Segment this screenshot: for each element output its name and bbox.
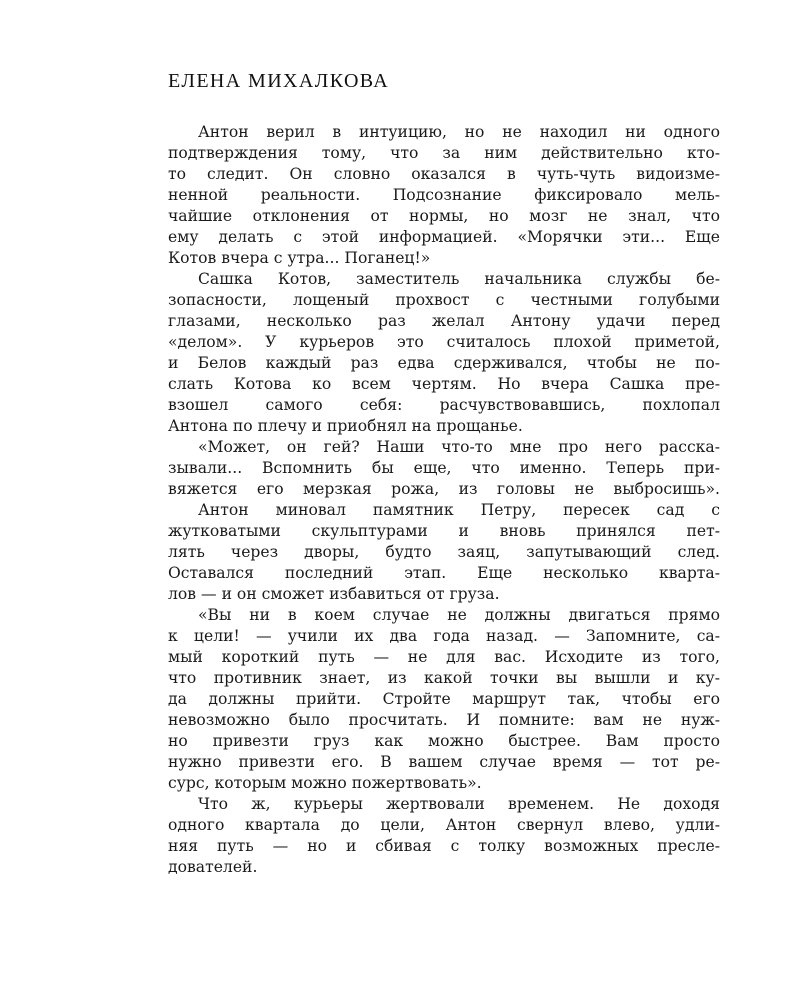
- text-line: нужно привезти его. В вашем случае время — тот ре-: [168, 753, 720, 771]
- text-line: Котов вчера с утра... Поганец!»: [168, 249, 431, 267]
- text-line: Антон верил в интуицию, но не находил ни одного: [198, 123, 720, 141]
- text-line: сурс, которым можно пожертвовать».: [168, 774, 482, 792]
- text-line: слать Котова ко всем чертям. Но вчера Сашка пре-: [168, 375, 720, 393]
- text-line: лов — и он сможет избавиться от груза.: [168, 585, 500, 603]
- text-line: что противник знает, из какой точки вы вышли и ку-: [168, 669, 720, 687]
- text-line: няя путь — но и сбивая с толку возможных пресле-: [168, 837, 720, 855]
- text-line: невозможно было просчитать. И помните: вам не нуж-: [168, 711, 720, 729]
- text-line: но привезти груз как можно быстрее. Вам просто: [168, 732, 720, 750]
- text-line: Оставался последний этап. Еще несколько кварта-: [168, 564, 720, 582]
- text-line: то следит. Он словно оказался в чуть-чуть видоизме-: [168, 165, 720, 183]
- text-line: Сашка Котов, заместитель начальника службы бе-: [198, 270, 720, 288]
- text-line: Антон миновал памятник Петру, пересек сад с: [198, 501, 720, 519]
- text-line: Что ж, курьеры жертвовали временем. Не доходя: [198, 795, 720, 813]
- text-line: вяжется его мерзкая рожа, из головы не выбросишь».: [168, 480, 720, 498]
- text-line: ему делать с этой информацией. «Морячки эти... Еще: [168, 228, 720, 246]
- text-line: глазами, несколько раз желал Антону удачи перед: [168, 312, 720, 330]
- text-line: зывали... Вспомнить бы еще, что именно. Теперь при-: [168, 459, 720, 477]
- text-line: взошел самого себя: расчувствовавшись, похлопал: [168, 396, 720, 414]
- text-line: зопасности, лощеный прохвост с честными голубыми: [168, 291, 720, 309]
- text-line: жутковатыми скульптурами и вновь принялся пет-: [168, 522, 720, 540]
- text-line: одного квартала до цели, Антон свернул влево, удли-: [168, 816, 720, 834]
- text-line: «делом». У курьеров это считалось плохой приметой,: [168, 333, 720, 351]
- running-head-author: ЕЛЕНА МИХАЛКОВА: [168, 70, 390, 92]
- text-line: подтверждения тому, что за ним действительно кто-: [168, 144, 720, 162]
- text-line: дователей.: [168, 858, 258, 876]
- text-line: «Может, он гей? Наши что-то мне про него расска-: [198, 438, 720, 456]
- text-line: к цели! — учили их два года назад. — Запомните, са-: [168, 627, 720, 645]
- text-line: ненной реальности. Подсознание фиксировало мель-: [168, 186, 720, 204]
- text-line: да должны прийти. Стройте маршрут так, чтобы его: [168, 690, 720, 708]
- text-line: «Вы ни в коем случае не должны двигаться прямо: [198, 606, 720, 624]
- text-line: лять через дворы, будто заяц, запутывающий след.: [168, 543, 720, 561]
- text-line: и Белов каждый раз едва сдерживался, чтобы не по-: [168, 354, 720, 372]
- text-line: Антона по плечу и приобнял на прощанье.: [168, 417, 523, 435]
- text-line: чайшие отклонения от нормы, но мозг не знал, что: [168, 207, 720, 225]
- text-line: мый короткий путь — не для вас. Исходите из того,: [168, 648, 720, 666]
